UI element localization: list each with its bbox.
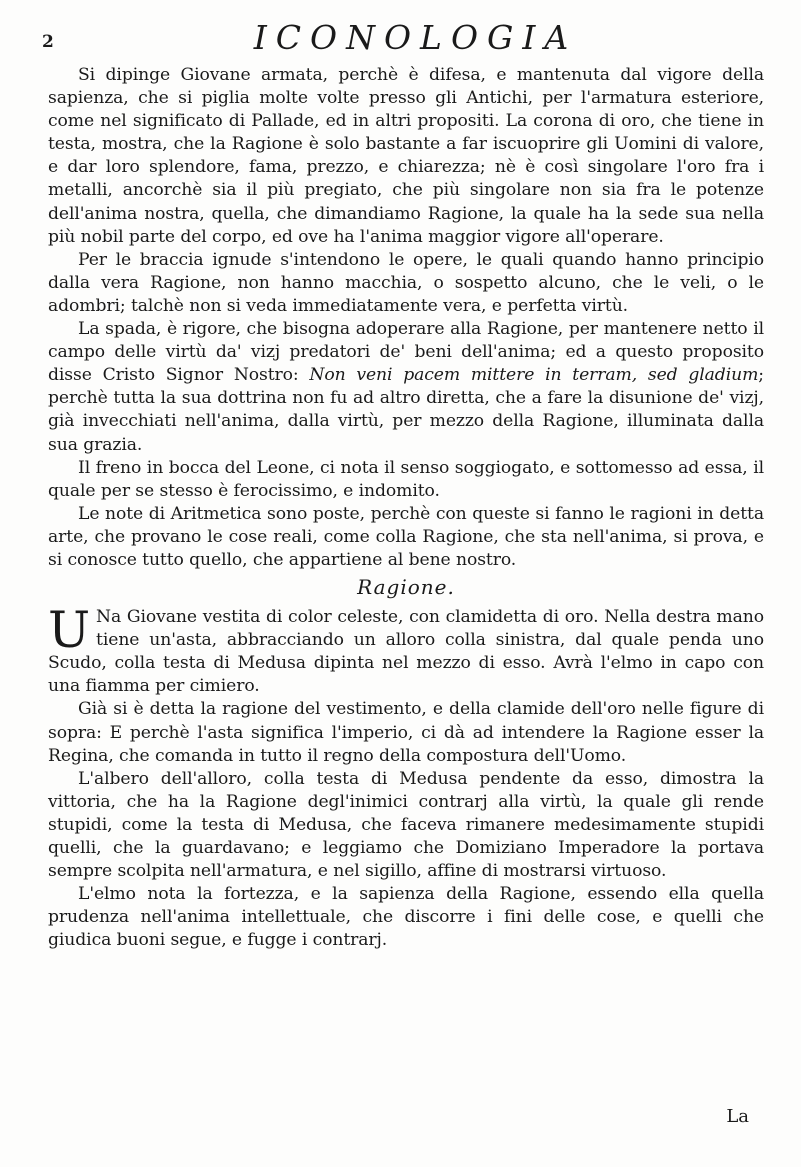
paragraph [48, 318, 764, 457]
body-text [48, 64, 764, 952]
paragraph: L'elmo nota la fortezza, e la sapienza della Ragione, essendo ella quella prudenza nell'anima intellettuale, che discorre i fini delle cose, e quelli che giudica buoni segue, e fugge i contrarj. [48, 884, 764, 951]
paragraph: L'albero dell'alloro, colla testa di Medusa pendente da esso, dimostra la vittoria, che ha la Ragione degl'inimici contrarj alla virtù, la quale gli rende stupidi, come la testa di Medusa, che faceva rimanere medesimamente stupidi quelli, che la guardavano; e leggiamo che Domiziano Imperadore la portava sempre scolpita nell'armatura, e nel sigillo, affine di mostrarsi virtuoso. [48, 768, 764, 882]
paragraph: Per le braccia ignude s'intendono le opere, le quali quando hanno principio dalla vera Ragione, non hanno macchia, o sospetto alcuno, che le veli, o le adombri; talchè non si veda immediatamente vera, e perfetta virtù. [48, 249, 764, 316]
latin-quote: Non veni pacem mittere in terram, sed gladium [309, 365, 759, 386]
paragraph [48, 601, 764, 698]
page-header [40, 18, 761, 58]
paragraph: Le note di Aritmetica sono poste, perchè con queste si fanno le ragioni in detta arte, che provano le cose reali, come colla Ragione, che sta nell'anima, si prova, e si conosce tutto quello, che appartiene al bene nostro. [48, 503, 764, 570]
page-number: 2 [42, 32, 54, 52]
paragraph-text: La spada, è rigore, che bisogna adoperare alla Ragione, per mantenere netto il campo delle virtù da' vizj predatori de' beni dell'anima; ed a questo proposito disse Cristo Signor Nostro: [48, 319, 764, 386]
paragraph-text: Na Giovane vestita di color celeste, con clamidetta di oro. Nella destra mano tiene un'asta, abbracciando un alloro colla sinistra, dal quale penda uno Scudo, colla testa di Medusa dipinta nel mezzo di esso. Avrà l'elmo in capo con una fiamma per cimiero. [48, 607, 764, 697]
running-head: ICONOLOGIA [253, 18, 578, 57]
catchword: La [726, 1106, 749, 1127]
paragraph: Il freno in bocca del Leone, ci nota il senso soggiogato, e sottomesso ad essa, il quale per se stesso è ferocissimo, e indomito. [48, 457, 764, 501]
drop-cap: U [48, 601, 91, 660]
paragraph: Già si è detta la ragione del vestimento, e della clamide dell'oro nelle figure di sopra: E perchè l'asta significa l'imperio, ci dà ad intendere la Ragione esser la Regina, che comanda in tutto il regno della compostura dell'Uomo. [48, 699, 764, 766]
section-heading: Ragione. [357, 575, 455, 600]
paragraph: Si dipinge Giovane armata, perchè è difesa, e mantenuta dal vigore della sapienza, che si piglia molte volte presso gli Antichi, per l'armatura esteriore, come nel significato di Pallade, ed in altri propositi. La corona di oro, che tiene in testa, mostra, che la Ragione è solo bastante a far iscuoprire gli Uomini di valore, e dar loro splendore, fama, prezzo, e chiarezza; nè è così singolare l'oro fra i metalli, ancorchè sia il più pregiato, che più singolare non sia fra le potenze dell'anima nostra, quella, che dimandiamo Ragione, la quale ha la sede sua nella più nobil parte del corpo, ed ove ha l'anima maggior vigore all'operare. [48, 65, 764, 247]
quote-continuation: ; perchè tutta la sua dottrina non fu ad altro diretta, che a fare la disunione de' vizj, già invecchiati nell'anima, dalla virtù, per mezzo della Ragione, illuminata dalla sua grazia. [48, 365, 764, 455]
